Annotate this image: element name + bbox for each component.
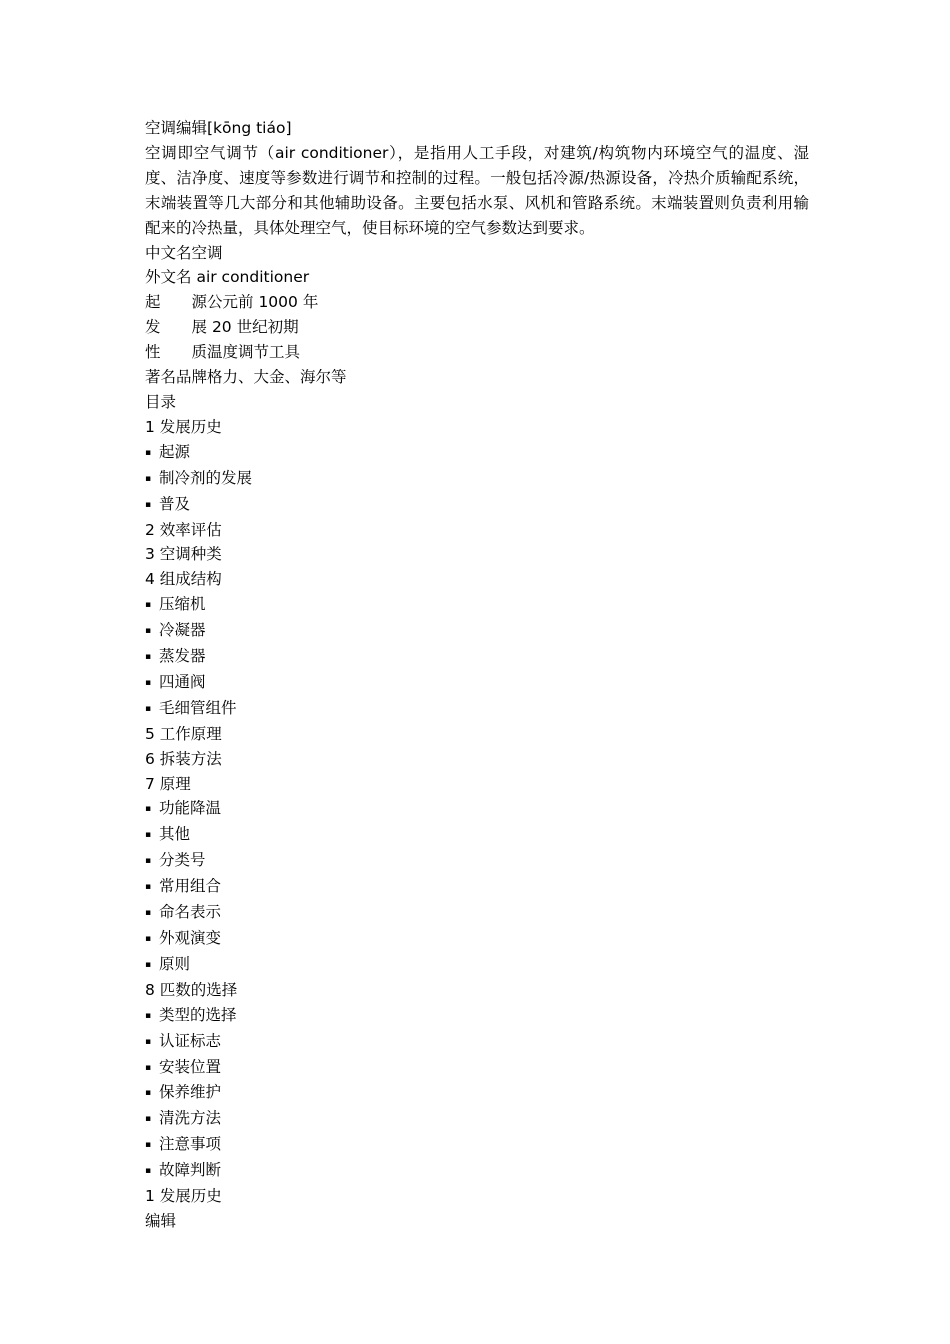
toc-item-label: 压缩机 [159,595,206,614]
info-row [145,241,809,266]
bullet-icon: ▪ [145,1114,152,1125]
bullet-icon: ▪ [145,908,152,919]
info-key: 性 质 [145,343,208,362]
info-key: 外文名 [145,268,192,287]
toc-item-label: 其他 [159,825,191,844]
bullet-icon: ▪ [145,677,152,688]
toc-item[interactable] [145,440,809,466]
info-key: 著名品牌 [145,368,208,387]
toc-item[interactable] [145,492,809,518]
toc-section[interactable]: 1 发展历史 [145,417,222,436]
info-key: 中文名 [145,243,192,262]
info-box [145,241,809,390]
info-key: 起 源 [145,293,208,312]
toc-item[interactable] [145,1080,809,1106]
bullet-icon: ▪ [145,1062,152,1073]
toc-item-label: 认证标志 [159,1031,222,1050]
bullet-icon: ▪ [145,1140,152,1151]
toc-item-label: 保养维护 [159,1083,222,1102]
toc-section[interactable]: 7 原理 [145,774,191,793]
toc-item-label: 故障判断 [159,1161,222,1180]
toc-item-label: 安装位置 [159,1057,222,1076]
toc-item[interactable] [145,1055,809,1081]
toc-item-label: 类型的选择 [159,1005,237,1024]
toc-item-label: 功能降温 [159,799,222,818]
info-row [145,340,809,365]
info-row [145,315,809,340]
toc-item-label: 原则 [159,954,191,973]
bullet-icon: ▪ [145,473,152,484]
info-row [145,265,809,290]
info-value: 公元前 1000 年 [207,293,319,312]
toc-item[interactable] [145,644,809,670]
toc-item-label: 四通阀 [159,672,206,691]
bullet-icon: ▪ [145,830,152,841]
toc-item[interactable] [145,822,809,848]
toc-item[interactable] [145,1003,809,1029]
bullet-icon: ▪ [145,1166,152,1177]
info-value: air conditioner [191,268,310,287]
bullet-icon: ▪ [145,934,152,944]
toc-item-label: 常用组合 [159,877,222,896]
toc-item-label: 外观演变 [159,929,222,947]
info-value: 空调 [191,243,223,262]
toc-item[interactable] [145,796,809,822]
toc-section[interactable]: 8 匹数的选择 [145,980,238,999]
toc-item[interactable] [145,926,809,952]
toc-section[interactable]: 6 拆装方法 [145,749,222,768]
table-of-contents [145,415,809,1184]
document-body [145,116,809,1234]
bullet-icon: ▪ [145,882,152,893]
bullet-icon: ▪ [145,600,152,611]
info-value: 温度调节工具 [207,343,301,362]
toc-item-label: 蒸发器 [159,647,206,666]
toc-item[interactable] [145,848,809,874]
toc-item-label: 毛细管组件 [159,698,237,717]
bullet-icon: ▪ [145,1088,152,1099]
toc-item[interactable] [145,1132,809,1158]
info-value: 格力、大金、海尔等 [207,368,347,387]
edit-link[interactable]: 编辑 [145,1211,177,1230]
toc-item[interactable] [145,874,809,900]
bullet-icon: ▪ [145,1010,152,1021]
toc-item[interactable] [145,1158,809,1184]
page-title: 空调编辑[kōng tiáo] [145,119,292,137]
bullet-icon: ▪ [145,703,152,714]
toc-section[interactable]: 5 工作原理 [145,724,222,743]
bullet-icon: ▪ [145,856,152,867]
toc-item[interactable] [145,466,809,492]
toc-item[interactable] [145,618,809,644]
bullet-icon: ▪ [145,1036,152,1047]
toc-item-label: 清洗方法 [159,1109,222,1128]
section-heading: 1 发展历史 [145,1187,222,1206]
toc-title: 目录 [145,392,177,411]
bullet-icon: ▪ [145,652,152,663]
toc-item[interactable] [145,696,809,722]
toc-section[interactable]: 4 组成结构 [145,570,222,589]
info-row [145,365,809,390]
toc-item[interactable] [145,670,809,696]
info-key: 发 展 [145,318,208,337]
toc-section[interactable]: 3 空调种类 [145,545,222,564]
toc-item-label: 制冷剂的发展 [159,468,253,487]
toc-section[interactable]: 2 效率评估 [145,520,222,539]
info-value: 20 世纪初期 [207,318,299,337]
info-row [145,290,809,315]
toc-item[interactable] [145,952,809,978]
toc-item[interactable] [145,1106,809,1132]
toc-item-label: 普及 [159,494,191,513]
toc-item[interactable] [145,592,809,618]
toc-item-label: 冷凝器 [159,621,206,640]
bullet-icon: ▪ [145,499,152,510]
toc-item-label: 起源 [159,442,191,461]
intro-paragraph: 空调即空气调节（air conditioner），是指用人工手段，对建筑/构筑物内环境空气的温度、湿度、洁净度、速度等参数进行调节和控制的过程。一般包括冷源/热源设备，冷热介质输配系统，末端装置等几大部分和其他辅助设备。主要包括水泵、风机和管路系统。末端装置则负责利用输配来的冷热量，具体处理空气，使目标环境的空气参数达到要求。 [145,143,809,237]
toc-item-label: 注意事项 [159,1135,222,1154]
toc-item[interactable] [145,900,809,926]
toc-item[interactable] [145,1029,809,1055]
bullet-icon: ▪ [145,804,152,815]
toc-item-label: 命名表示 [159,903,222,922]
bullet-icon: ▪ [145,959,152,970]
toc-item-label: 分类号 [159,851,206,870]
bullet-icon: ▪ [145,626,152,637]
bullet-icon: ▪ [145,447,152,458]
